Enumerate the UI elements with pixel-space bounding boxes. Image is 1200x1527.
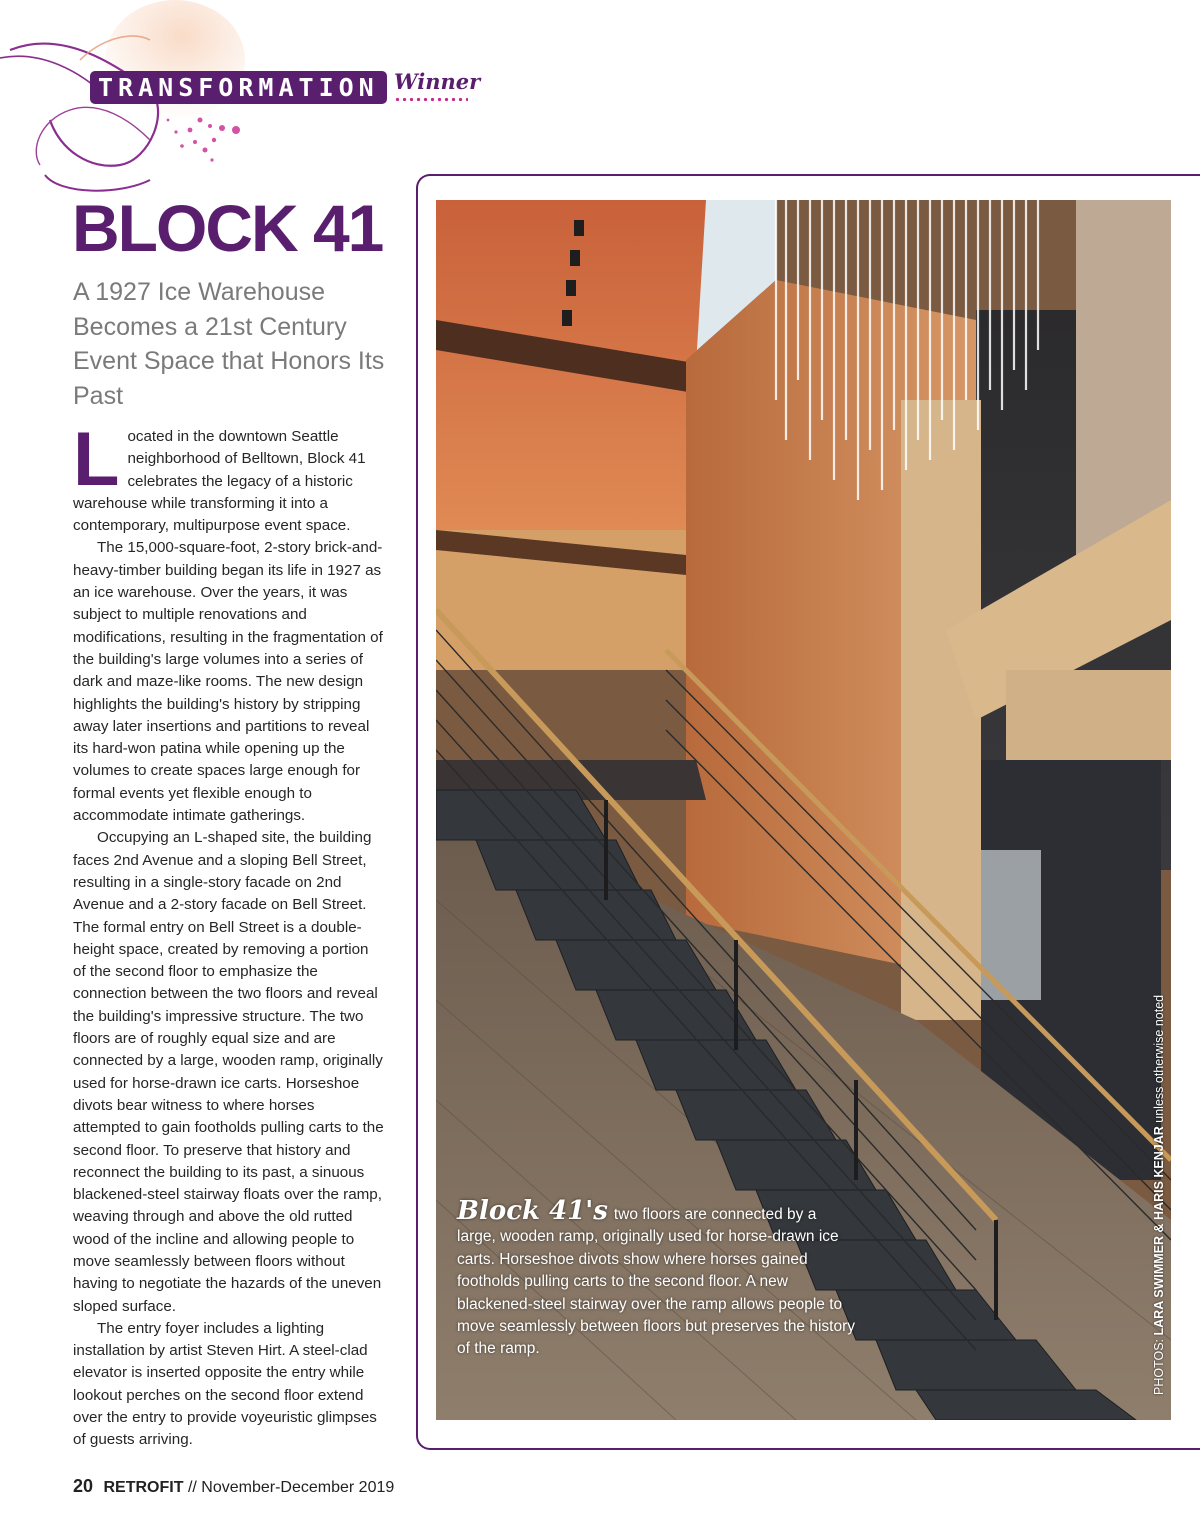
article-title: BLOCK 41 [72, 191, 383, 265]
paragraph-3: Occupying an L-shaped site, the building faces 2nd Avenue and a sloping Bell Street, resulting in a single-story facade on 2nd Avenue and a 2-story facade on Bell Street. The formal entry on Bell Street is a double-height space, created by removing a portion of the second floor to emphasize the connection between the two floors and reveal the building's impressive structure. The two floors are of roughly equal size and are connected by a large, wooden ramp, originally used for horse-drawn ice carts. Horseshoe divots bear witness to where horses attempted to gain footholds pulling carts to the second floor. To preserve that history and reconnect the building to its past, a sinuous blackened-steel stairway floats over the ramp, weaving through and above the old rutted wood of the incline and allowing people to move seamlessly between floors without having to negotiate the hazards of the uneven sloped surface. [73, 829, 384, 1315]
paragraph-1-text: ocated in the downtown Seattle neighborhood of Belltown, Block 41 celebrates the legacy of a historic warehouse while transforming it into a contemporary, multipurpose event space. [73, 428, 366, 535]
paragraph-4: The entry foyer includes a lighting installation by artist Steven Hirt. A steel-clad elevator is inserted opposite the entry while lookout perches on the second floor extend over the entry to provide voyeuristic glimpses of guests arriving. [73, 1319, 377, 1449]
award-label: Winner [394, 69, 481, 94]
page-footer [73, 1476, 394, 1497]
credit-prefix: PHOTOS: [1152, 1338, 1166, 1395]
section-label: TRANSFORMATION [98, 73, 379, 102]
caption-text: two floors are connected by a large, wooden ramp, originally used for horse-drawn ice carts. Horseshoe divots show where horses gained footholds pulling carts to the second floor. A new blackened-steel stairway over the ramp allows people to move seamlessly between floors but preserves the history of the ramp. [457, 1206, 856, 1358]
paragraph-1 [73, 417, 385, 537]
page-number: 20 [73, 1476, 94, 1496]
credit-suffix: unless otherwise noted [1152, 994, 1166, 1123]
issue-date: November-December 2019 [201, 1479, 395, 1496]
article-body [73, 417, 385, 1452]
caption-lead: Block 41's [457, 1196, 608, 1226]
drop-cap: L [73, 417, 120, 502]
paragraph-2: The 15,000-square-foot, 2-story brick-and-heavy-timber building began its life in 1927 as an ice warehouse. Over the years, it was subject to multiple renovations and modifications, resulting in the fragmentation of the building's large volumes into a series of dark and maze-like rooms. The new design highlights the building's history by stripping away later insertions and partitions to reveal its hard-won patina while opening up the volumes to create spaces large enough for formal events yet flexible enough to accommodate intimate gatherings. [73, 539, 383, 825]
dotted-underline [394, 97, 468, 102]
photo-caption [457, 1196, 857, 1361]
article-subtitle: A 1927 Ice Warehouse Becomes a 21st Century Event Space that Honors Its Past [73, 278, 385, 410]
magazine-name: RETROFIT [103, 1479, 184, 1496]
photo-credit [1152, 995, 1166, 1395]
credit-names: LARA SWIMMER & HARIS KENJAR [1152, 1126, 1166, 1336]
section-banner [90, 71, 387, 104]
footer-separator: // [187, 1479, 197, 1496]
